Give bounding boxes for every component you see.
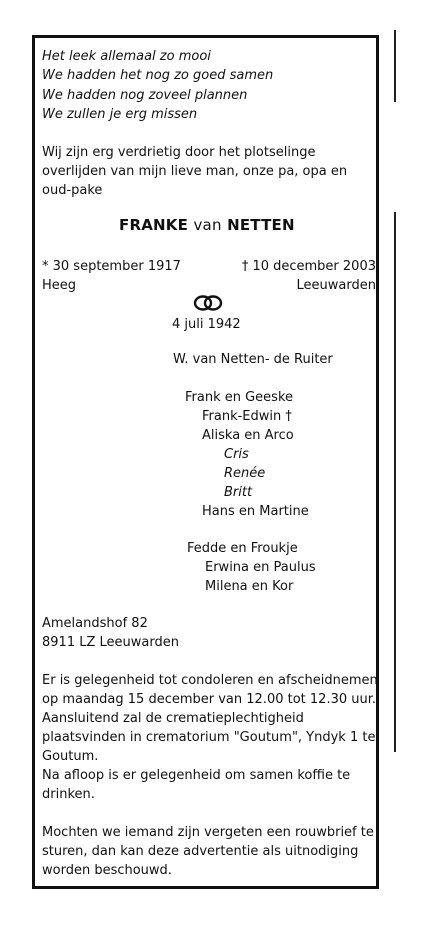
condolence-line: op maandag 15 december van 12.00 tot 12.30 uur. [42, 692, 377, 707]
deceased-first-name: FRANKE [119, 216, 189, 234]
family-member: Fedde en Froukje [187, 541, 298, 556]
family-member: Milena en Kor [205, 579, 294, 594]
death-date: † 10 december 2003 [241, 259, 376, 274]
family-member: Renée [224, 466, 266, 481]
condolence-line: plaatsvinden in crematorium "Goutum", Yndyk 1 te [42, 730, 376, 745]
condolence-line: Er is gelegenheid tot condoleren en afscheidnemen [42, 673, 378, 688]
scan-edge-line [394, 30, 396, 102]
family-member: Hans en Martine [202, 504, 309, 519]
closing-line: worden beschouwd. [42, 863, 172, 878]
family-member: Frank-Edwin † [202, 409, 292, 424]
deceased-last-name: NETTEN [227, 216, 295, 234]
address-line: Amelandshof 82 [42, 616, 148, 631]
condolence-line: Na afloop is er gelegenheid om samen koffie te [42, 768, 351, 783]
closing-line: sturen, dan kan deze advertentie als uitnodiging [42, 844, 359, 859]
poem-line: We hadden nog zoveel plannen [42, 88, 248, 103]
family-member: Erwina en Paulus [205, 560, 316, 575]
poem-line: Het leek allemaal zo mooi [42, 49, 211, 64]
family-member: Britt [224, 485, 253, 500]
family-member: Aliska en Arco [202, 428, 294, 443]
poem-line: We zullen je erg missen [42, 107, 198, 122]
spouse-name: W. van Netten- de Ruiter [173, 352, 333, 367]
birth-place: Heeg [42, 278, 77, 293]
deceased-name [119, 216, 295, 235]
death-place: Leeuwarden [296, 278, 376, 293]
condolence-line: Aansluitend zal de crematieplechtigheid [42, 711, 304, 726]
poem-line: We hadden het nog zo goed samen [42, 68, 274, 83]
birth-date: * 30 september 1917 [42, 259, 181, 274]
condolence-line: Goutum. [42, 749, 99, 764]
family-member: Frank en Geeske [185, 390, 294, 405]
wedding-rings-icon [192, 294, 224, 312]
marriage-date: 4 juli 1942 [172, 317, 241, 332]
intro-line: overlijden van mijn lieve man, onze pa, opa en [42, 164, 348, 179]
condolence-line: drinken. [42, 787, 95, 802]
scan-edge-line [394, 212, 396, 752]
intro-line: oud-pake [42, 183, 103, 198]
deceased-name-infix: van [193, 216, 222, 234]
family-member: Cris [224, 447, 249, 462]
closing-line: Mochten we iemand zijn vergeten een rouwbrief te [42, 825, 374, 840]
address-line: 8911 LZ Leeuwarden [42, 635, 179, 650]
intro-line: Wij zijn erg verdrietig door het plotselinge [42, 145, 316, 160]
